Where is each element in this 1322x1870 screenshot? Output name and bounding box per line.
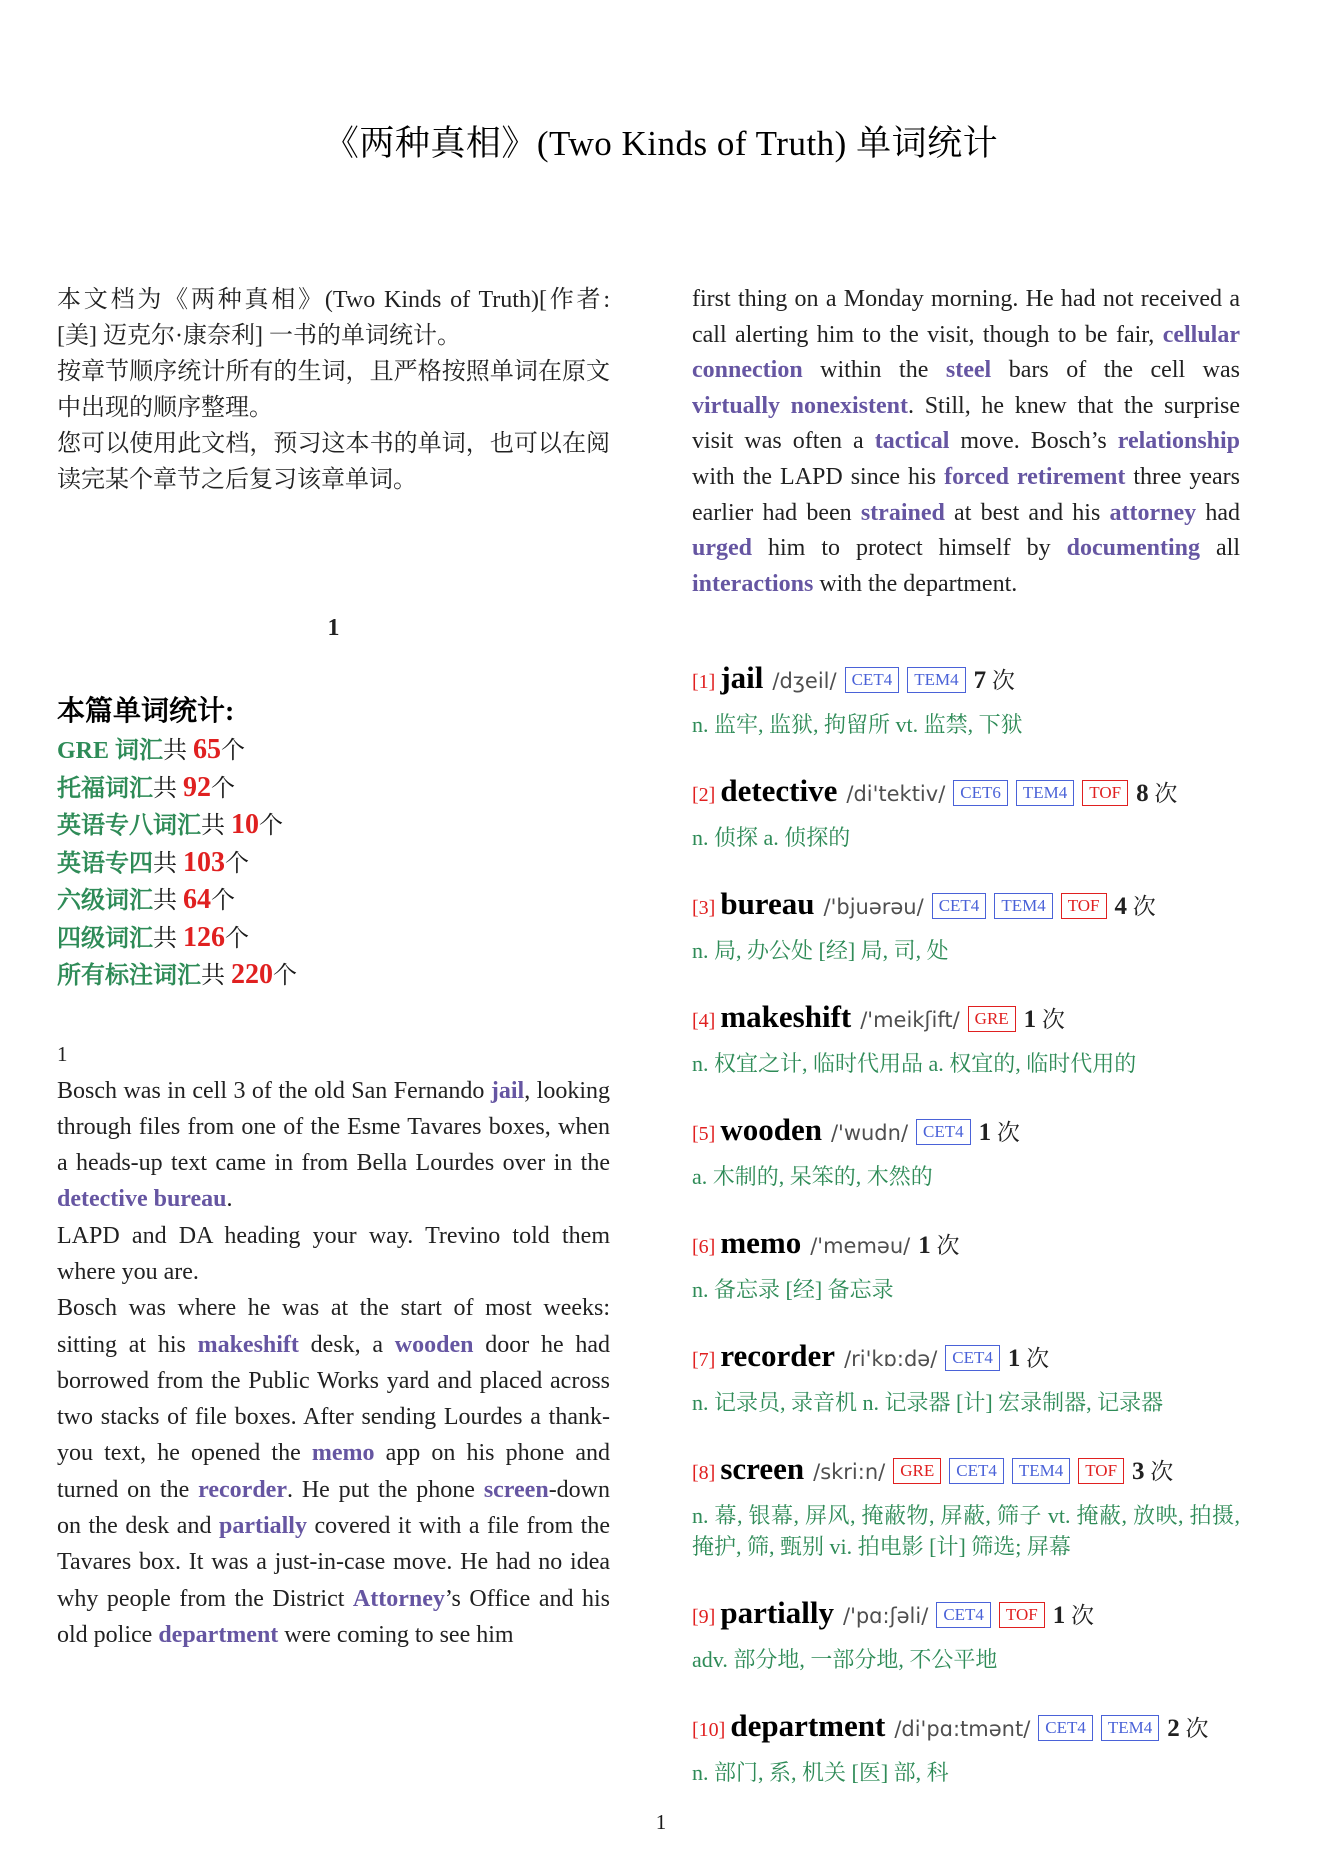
entry-index: [10] — [692, 1719, 726, 1742]
entry-headline — [692, 770, 1240, 818]
entry-headline — [692, 996, 1240, 1044]
entry-count-suffix: 次 — [1127, 894, 1156, 920]
entry-definition: n. 侦探 a. 侦探的 — [692, 825, 851, 851]
highlighted-word: attorney — [1109, 499, 1197, 526]
entry-definition: n. 权宜之计, 临时代用品 a. 权宜的, 临时代用的 — [692, 1051, 1137, 1077]
stat-label: 英语专八词汇 — [57, 813, 201, 839]
entry-headline — [692, 1222, 1240, 1270]
text-run: . Still, he knew that the surprise visit was often a — [692, 392, 1240, 455]
entry-count-suffix: 次 — [1148, 781, 1178, 807]
highlighted-word: recorder — [198, 1476, 287, 1503]
entry-tag-tem4: TEM4 — [1016, 780, 1074, 806]
entry-count: 1 次 — [1023, 1006, 1065, 1034]
page-number: 1 — [655, 1810, 667, 1834]
entry-index: [6] — [692, 1236, 716, 1259]
text-run: LAPD and DA heading your way. Trevino told them where you are. — [57, 1222, 610, 1285]
entry-index: [7] — [692, 1349, 716, 1372]
stat-mid-text: 共 — [153, 850, 183, 877]
text-run: . He put the phone — [286, 1476, 484, 1503]
entry-count-suffix: 次 — [1020, 1346, 1050, 1372]
stat-label: 四级词汇 — [57, 925, 153, 952]
entry-index: [4] — [692, 1010, 716, 1033]
text-run: three years earlier had been — [692, 463, 1240, 526]
highlighted-word: wooden — [394, 1331, 474, 1358]
page-title: 《两种真相》(Two Kinds of Truth) 单词统计 — [323, 124, 999, 163]
text-run: Bosch was in cell 3 of the old San Fernando — [57, 1077, 491, 1104]
entry-headline — [692, 1592, 1240, 1640]
highlighted-word: detective bureau — [57, 1186, 227, 1213]
entry-tag-cet4: CET4 — [932, 893, 987, 919]
entry-word: jail — [720, 660, 764, 696]
entry-count: 1 次 — [1052, 1602, 1094, 1630]
stat-mid-text: 共 — [163, 738, 194, 764]
stat-mid-text: 共 — [153, 925, 183, 952]
vocab-entry — [692, 1592, 1240, 1675]
entry-headline — [692, 883, 1240, 931]
entry-word: bureau — [720, 886, 815, 922]
text-run: all — [1200, 535, 1240, 562]
stat-suffix-text: 个 — [273, 963, 297, 989]
entry-headline — [692, 1705, 1240, 1753]
stat-row — [57, 882, 610, 920]
vocab-entry — [692, 996, 1240, 1079]
text-run: -down on the desk and — [57, 1476, 611, 1540]
stat-row — [57, 845, 610, 883]
stat-suffix-text: 个 — [225, 925, 249, 952]
highlighted-word: makeshift — [197, 1331, 299, 1358]
stat-count: 220 — [231, 959, 273, 990]
entry-phonetic: /ri'kɒ:də/ — [844, 1347, 938, 1372]
section-number: 1 — [57, 1041, 68, 1066]
entry-count-suffix: 次 — [986, 668, 1015, 694]
highlighted-word: memo — [311, 1440, 375, 1467]
entry-count-suffix: 次 — [1065, 1603, 1094, 1629]
intro-paragraph: 您可以使用此文档，预习这本书的单词，也可以在阅读完某个章节之后复习该章单词。 — [57, 431, 610, 493]
highlighted-word: steel — [945, 357, 992, 384]
entry-definition: adv. 部分地, 一部分地, 不公平地 — [692, 1647, 998, 1673]
entry-tag-gre: GRE — [893, 1458, 941, 1484]
entry-tag-tem4: TEM4 — [907, 667, 965, 693]
entry-phonetic: /'meikʃift/ — [860, 1008, 960, 1033]
text-run: . — [226, 1186, 233, 1213]
stat-count: 103 — [183, 846, 225, 878]
entry-definition: n. 幕, 银幕, 屏风, 掩蔽物, 屏蔽, 筛子 vt. 掩蔽, 放映, 拍摄, 掩护, 筛, 甄别 vi. 拍电影 [计] 筛选; 屏幕 — [692, 1503, 1240, 1560]
stat-label: 六级词汇 — [57, 888, 153, 914]
entry-tag-tof: TOF — [1078, 1458, 1124, 1484]
text-run: move. Bosch’s — [949, 428, 1118, 455]
entry-word: department — [730, 1708, 886, 1744]
stats-heading: 本篇单词统计: — [57, 696, 235, 727]
entry-headline — [692, 657, 1240, 705]
text-run: with the department. — [813, 570, 1018, 597]
stat-row — [57, 957, 610, 995]
entry-tag-tem4: TEM4 — [1101, 1715, 1159, 1741]
body-paragraph — [57, 1073, 610, 1654]
highlighted-word: screen — [483, 1476, 549, 1503]
stat-suffix-text: 个 — [259, 813, 283, 839]
entry-count-suffix: 次 — [1179, 1716, 1209, 1742]
entry-headline — [692, 1448, 1240, 1496]
entry-tag-gre: GRE — [968, 1006, 1016, 1032]
entry-tag-cet4: CET4 — [845, 667, 900, 693]
stats-block — [57, 692, 610, 995]
vocab-entry — [692, 1335, 1240, 1418]
entry-index: [5] — [692, 1123, 716, 1146]
stat-label: 托福词汇 — [57, 775, 153, 802]
text-run: him to protect himself by — [752, 535, 1067, 562]
highlighted-word: Attorney — [352, 1585, 445, 1612]
highlighted-word: strained — [860, 499, 945, 526]
stat-row — [57, 920, 610, 958]
entry-word: memo — [720, 1225, 802, 1261]
entry-word: partially — [720, 1595, 834, 1631]
entry-definition: n. 备忘录 [经] 备忘录 — [692, 1277, 894, 1303]
stat-label: 英语专四 — [57, 850, 153, 877]
entry-phonetic: /skri:n/ — [813, 1460, 886, 1485]
entry-word: makeshift — [720, 999, 852, 1035]
text-run: with the LAPD since his — [692, 463, 945, 490]
highlighted-word: department — [158, 1621, 279, 1648]
intro-paragraph: 本文档为《两种真相》(Two Kinds of Truth)[作者: [美] 迈克尔·康奈利] 一书的单词统计。 — [57, 287, 610, 349]
highlighted-word: virtually nonexistent — [692, 392, 909, 419]
entry-headline — [692, 1109, 1240, 1157]
entry-count: 3 次 — [1132, 1458, 1174, 1486]
entry-count: 8 次 — [1136, 780, 1178, 808]
vocab-entry — [692, 883, 1240, 966]
intro-block — [57, 282, 610, 498]
stat-row — [57, 770, 610, 808]
entry-phonetic: /'bjuərəu/ — [823, 895, 924, 920]
intro-paragraph: 按章节顺序统计所有的生词，且严格按照单词在原文中出现的顺序整理。 — [57, 359, 610, 421]
entry-phonetic: /di'pɑ:tmənt/ — [894, 1717, 1031, 1742]
stat-label: 所有标注词汇 — [57, 963, 201, 989]
text-run: ’s Office and his old police — [57, 1585, 611, 1648]
vocab-entry-list — [692, 657, 1240, 1788]
entry-index: [3] — [692, 897, 716, 920]
stat-mid-text: 共 — [201, 813, 231, 839]
vocab-entry — [692, 1448, 1240, 1562]
stat-count: 92 — [183, 771, 211, 803]
stat-count: 126 — [183, 921, 225, 953]
stat-mid-text: 共 — [153, 775, 183, 802]
stat-count: 64 — [183, 884, 211, 915]
text-run: first thing on a Monday morning. He had not received a call alerting him to the visit, though to be fair, — [692, 286, 1240, 348]
text-run: at best and his — [944, 499, 1110, 526]
entry-count: 7 次 — [973, 667, 1015, 695]
entry-definition: n. 局, 办公处 [经] 局, 司, 处 — [692, 938, 949, 964]
entry-tag-tem4: TEM4 — [1012, 1458, 1070, 1484]
vocab-entry — [692, 770, 1240, 853]
entry-count: 1 次 — [978, 1119, 1020, 1147]
stat-suffix-text: 个 — [221, 738, 246, 764]
entry-index: [2] — [692, 784, 716, 807]
vocab-entry — [692, 1705, 1240, 1788]
stat-label: GRE 词汇 — [57, 738, 164, 764]
stats-list — [57, 732, 610, 995]
entry-index: [8] — [692, 1462, 716, 1485]
entry-count: 1 次 — [1007, 1345, 1050, 1373]
stat-count: 10 — [231, 809, 259, 840]
entry-definition: a. 木制的, 呆笨的, 木然的 — [692, 1164, 933, 1190]
entry-tag-cet4: CET4 — [949, 1458, 1004, 1484]
text-run: door he had borrowed from the Public Works yard and placed across two stacks of file boxes. After sending Lourdes a thank-you text, he opened the — [57, 1331, 611, 1467]
entry-word: screen — [720, 1451, 805, 1487]
right-column — [692, 282, 1240, 1818]
entry-count-suffix: 次 — [991, 1120, 1020, 1146]
chapter-number: 1 — [327, 615, 340, 641]
entry-index: [9] — [692, 1606, 716, 1629]
entry-tag-cet4: CET4 — [916, 1119, 971, 1145]
stat-suffix-text: 个 — [211, 888, 235, 914]
entry-definition: n. 监牢, 监狱, 拘留所 vt. 监禁, 下狱 — [692, 712, 1023, 738]
entry-word: recorder — [720, 1338, 836, 1374]
entry-tag-cet4: CET4 — [945, 1345, 1000, 1371]
entry-tag-cet4: CET4 — [1038, 1715, 1093, 1741]
entry-phonetic: /'pɑ:ʃəli/ — [843, 1604, 929, 1629]
text-run: within the — [802, 357, 946, 384]
entry-phonetic: /di'tektiv/ — [846, 782, 946, 807]
text-run: covered it with a file from the Tavares box. It was a just-in-case move. He had no idea why people from the District — [57, 1513, 611, 1612]
vocab-entry — [692, 1222, 1240, 1305]
continuation-paragraph — [692, 282, 1240, 602]
entry-count-suffix: 次 — [930, 1233, 960, 1259]
stat-mid-text: 共 — [153, 888, 183, 914]
entry-headline — [692, 1335, 1240, 1383]
entry-definition: n. 部门, 系, 机关 [医] 部, 科 — [692, 1760, 949, 1786]
entry-phonetic: /'wudn/ — [830, 1121, 909, 1146]
highlighted-word: documenting — [1066, 535, 1200, 562]
vocab-entry — [692, 657, 1240, 740]
text-run: , looking through files from one of the Esme Tavares boxes, when a heads-up text came in from Bella Lourdes over in the — [57, 1077, 610, 1177]
entry-tag-tof: TOF — [999, 1602, 1045, 1628]
stat-row — [57, 732, 610, 770]
entry-count: 2 次 — [1167, 1715, 1209, 1743]
text-run: app on his phone and turned on the — [57, 1440, 610, 1503]
entry-tag-tem4: TEM4 — [994, 893, 1052, 919]
highlighted-word: forced retirement — [944, 463, 1126, 490]
stat-row — [57, 807, 610, 845]
text-run: Bosch was where he was at the start of most weeks: sitting at his — [57, 1295, 610, 1358]
entry-count: 1 次 — [918, 1232, 960, 1260]
entry-count-suffix: 次 — [1144, 1459, 1174, 1485]
highlighted-word: partially — [218, 1513, 307, 1540]
entry-phonetic: /dʒeil/ — [772, 669, 837, 694]
highlighted-word: jail — [490, 1077, 525, 1104]
left-column — [57, 282, 610, 1653]
entry-definition: n. 记录员, 录音机 n. 记录器 [计] 宏录制器, 记录器 — [692, 1390, 1164, 1416]
text-run: had — [1196, 499, 1240, 526]
highlighted-word: relationship — [1117, 428, 1241, 455]
highlighted-word: interactions — [692, 570, 814, 597]
stat-mid-text: 共 — [201, 963, 231, 989]
entry-phonetic: /'meməu/ — [810, 1234, 911, 1259]
highlighted-word: tactical — [874, 428, 950, 455]
text-run: desk, a — [298, 1331, 395, 1358]
stat-count: 65 — [193, 734, 222, 765]
highlighted-word: urged — [692, 535, 752, 562]
entry-tag-cet4: CET4 — [936, 1602, 991, 1628]
stat-suffix-text: 个 — [225, 850, 249, 877]
entry-tag-tof: TOF — [1061, 893, 1107, 919]
entry-count: 4 次 — [1114, 893, 1156, 921]
stat-suffix-text: 个 — [211, 775, 235, 802]
text-run: bars of the cell was — [991, 357, 1241, 384]
entry-count-suffix: 次 — [1036, 1007, 1065, 1033]
highlighted-word: cellular connection — [692, 321, 1240, 384]
entry-word: wooden — [720, 1112, 822, 1148]
text-run: were coming to see him — [278, 1621, 514, 1648]
entry-tag-tof: TOF — [1082, 780, 1128, 806]
vocab-entry — [692, 1109, 1240, 1192]
entry-tag-cet6: CET6 — [953, 780, 1008, 806]
entry-word: detective — [720, 773, 838, 809]
entry-index: [1] — [692, 671, 716, 694]
